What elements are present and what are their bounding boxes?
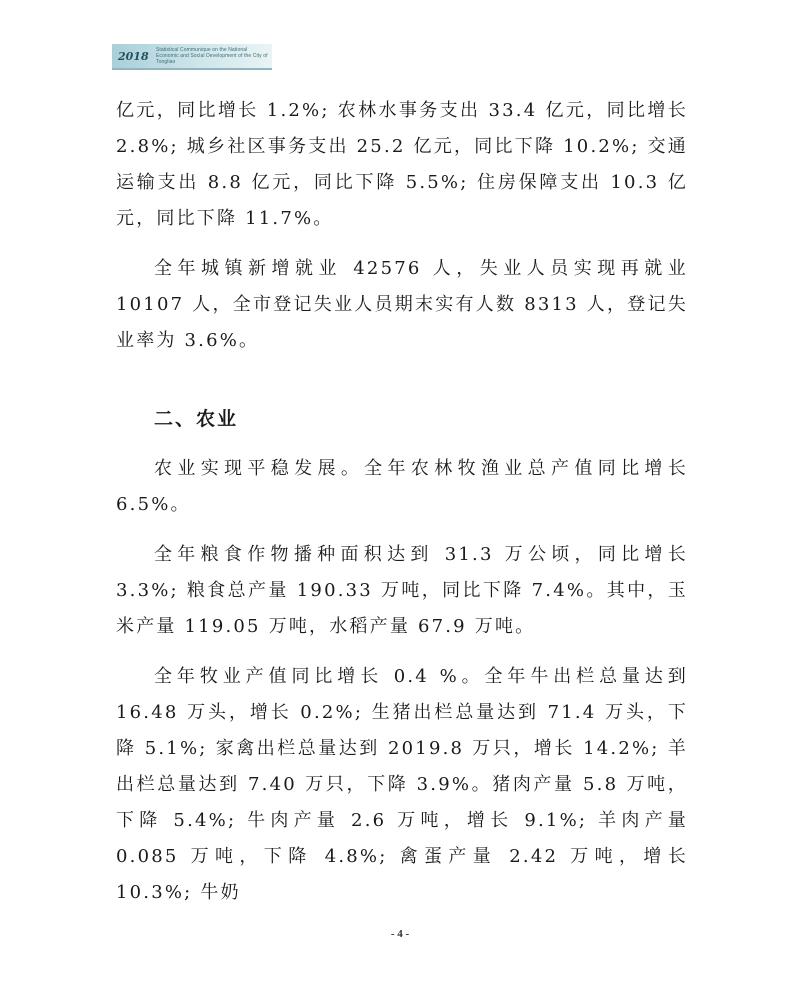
paragraph-grain: 全年粮食作物播种面积达到 31.3 万公顷，同比增长 3.3%; 粮食总产量 190.33 万吨，同比下降 7.4%。其中，玉米产量 119.05 万吨，水稻产量 67.9 万吨。 — [116, 544, 688, 637]
header-banner — [112, 44, 272, 70]
page-number: - 4 - — [390, 928, 410, 940]
banner-year: 2018 — [118, 50, 149, 63]
paragraph-fiscal-expenditure: 亿元，同比增长 1.2%; 农林水事务支出 33.4 亿元，同比增长 2.8%; 城乡社区事务支出 25.2 亿元，同比下降 10.2%; 交通运输支出 8.8 亿元，同比下降 5.5%; 住房保障支出 10.3 亿元，同比下降 11.7%。 — [116, 100, 688, 229]
banner-subtitle: Statistical Communique on the National Economic and Social Development of the City of Tongliao — [156, 47, 268, 65]
paragraph-agriculture-overview: 农业实现平稳发展。全年农林牧渔业总产值同比增长 6.5%。 — [116, 458, 688, 515]
section-heading-agriculture: 二、农业 — [154, 408, 239, 430]
paragraph-livestock: 全年牧业产值同比增长 0.4 %。全年牛出栏总量达到 16.48 万头，增长 0.2%; 生猪出栏总量达到 71.4 万头，下降 5.1%; 家禽出栏总量达到 2019.8 万只，增长 14.2%; 羊出栏总量达到 7.40 万只，下降 3.9%。猪肉产量 5.8 万吨，下降 5.4%; 牛肉产量 2.6 万吨，增长 9.1%; 羊肉产量 0.085 万吨，下降 4.8%; 禽蛋产量 2.42 万吨，增长 10.3%; 牛奶 — [116, 666, 688, 903]
document-body — [116, 93, 688, 911]
paragraph-employment: 全年城镇新增就业 42576 人，失业人员实现再就业 10107 人，全市登记失业人员期末实有人数 8313 人，登记失业率为 3.6%。 — [116, 258, 688, 351]
